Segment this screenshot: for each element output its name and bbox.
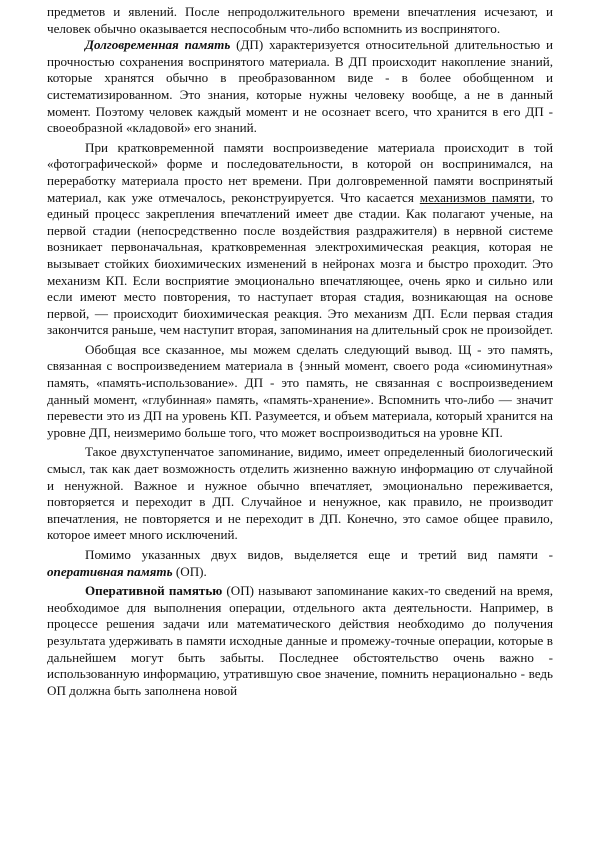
paragraph-third-memory-type — [47, 547, 553, 580]
paragraph-3-text-after: , то единый процесс закрепления впечатлений имеет две стадии. Как полагают ученые, на первой стадии (непосредственно после воздействия раздражителя) в нервной системе возникает первоначальная, кратковременная электрохимическая реакция, которая не вызывает стойких биохимических изменений в нейронах мозга и быстро проходит. Это механизм КП. Если восприятие эмоционально впечатляющее, очень ярко и сильно или если имеют место повторения, то наступает вторая стадия, возникающая на основе первой, — происходит биохимическая реакция. Это механизм ДП. Если первая стадия закончится раньше, чем наступит вторая, запоминания на длительный срок не произойдет. — [47, 189, 554, 338]
underlined-memory-mechanisms: механизмов памяти — [419, 189, 532, 205]
paragraph-3-text-before: При кратковременной памяти воспроизведение материала происходит в той «фотографической» форме и последовательности, в которой он воспринимался, на переработку материала просто нет времени. При долговременной памяти воспринятый материал, как уже отмечалось, реконструируется. Что касается — [47, 139, 553, 205]
term-long-term-memory: Долговременная память — [85, 37, 231, 53]
paragraph-1 — [47, 4, 553, 37]
paragraph-4-text: Обобщая все сказанное, мы можем сделать следующий вывод. Щ - это память, связанная с воспроизведением материала в {энный момент, своего рода «сиюминутная» память, «память-использование». ДП - это память, не связанная с воспроизведением данный момент, «глубинная» память, «память-хранение». Вспомнить что-либо — значит перевести это из ДП на уровень КП. Разумеется, и объем материала, который хранится на уровне ДП, неизмеримо больше того, что может воспроизводиться на уровне КП. — [47, 341, 553, 440]
paragraph-two-stage-memory — [47, 444, 553, 544]
paragraph-6-text-after: (ОП). — [172, 563, 207, 579]
paragraph-operative-memory — [47, 583, 553, 699]
paragraph-long-term-memory — [47, 37, 553, 137]
term-operative-memory: оперативная память — [47, 563, 173, 579]
paragraph-conclusion — [47, 342, 553, 442]
paragraph-5-text: Такое двухступенчатое запоминание, видимо, имеет определенный биологический смысл, так как дает возможность отделить жизненно важную информацию от случайной и ненужной. Важное и нужное обычно впечатляет, эмоционально переживается, повторяется и переходит в ДП. Случайное и ненужное, как правило, не производит впечатления, не повторяется и не переходит в ДП. Конечно, это самое общее правило, которое имеет много исключений. — [47, 444, 553, 543]
paragraph-7-text: (ОП) называют запоминание каких-то сведений на время, необходимое для выполнения операции, отдельного акта деятельности. Например, в процессе решения задачи или математического действия необходимо до получения результата удерживать в памяти исходные данные и промежу-точные операции, которые в дальнейшем могут быть забыты. Последнее обстоятельство очень важно - использованную информацию, утратившую свое значение, помнить нерационально - ведь ОП должна быть заполнена новой — [47, 583, 553, 698]
paragraph-1-text: предметов и явлений. После непродолжительного времени впечатления исчезают, и человек обычно оказывается неспособным что-либо вспомнить из воспринятого. — [47, 4, 553, 36]
term-operative-memory-definition: Оперативной памятью — [85, 583, 223, 599]
paragraph-memory-mechanisms — [47, 140, 553, 339]
paragraph-2-text: (ДП) характеризуется относительной длительностью и прочностью сохранения воспринятого материала. В ДП происходит накопление знаний, которые хранятся обычно в преобразованном виде - в более обобщенном и систематизированном. Это знания, которые нужны человеку вообще, а не в данный момент. Поэтому человек каждый момент и не осознает всего, что хранится в его ДП - своеобразной «кладовой» его знаний. — [47, 37, 553, 136]
paragraph-6-text-before: Помимо указанных двух видов, выделяется еще и третий вид памяти - — [85, 547, 553, 562]
